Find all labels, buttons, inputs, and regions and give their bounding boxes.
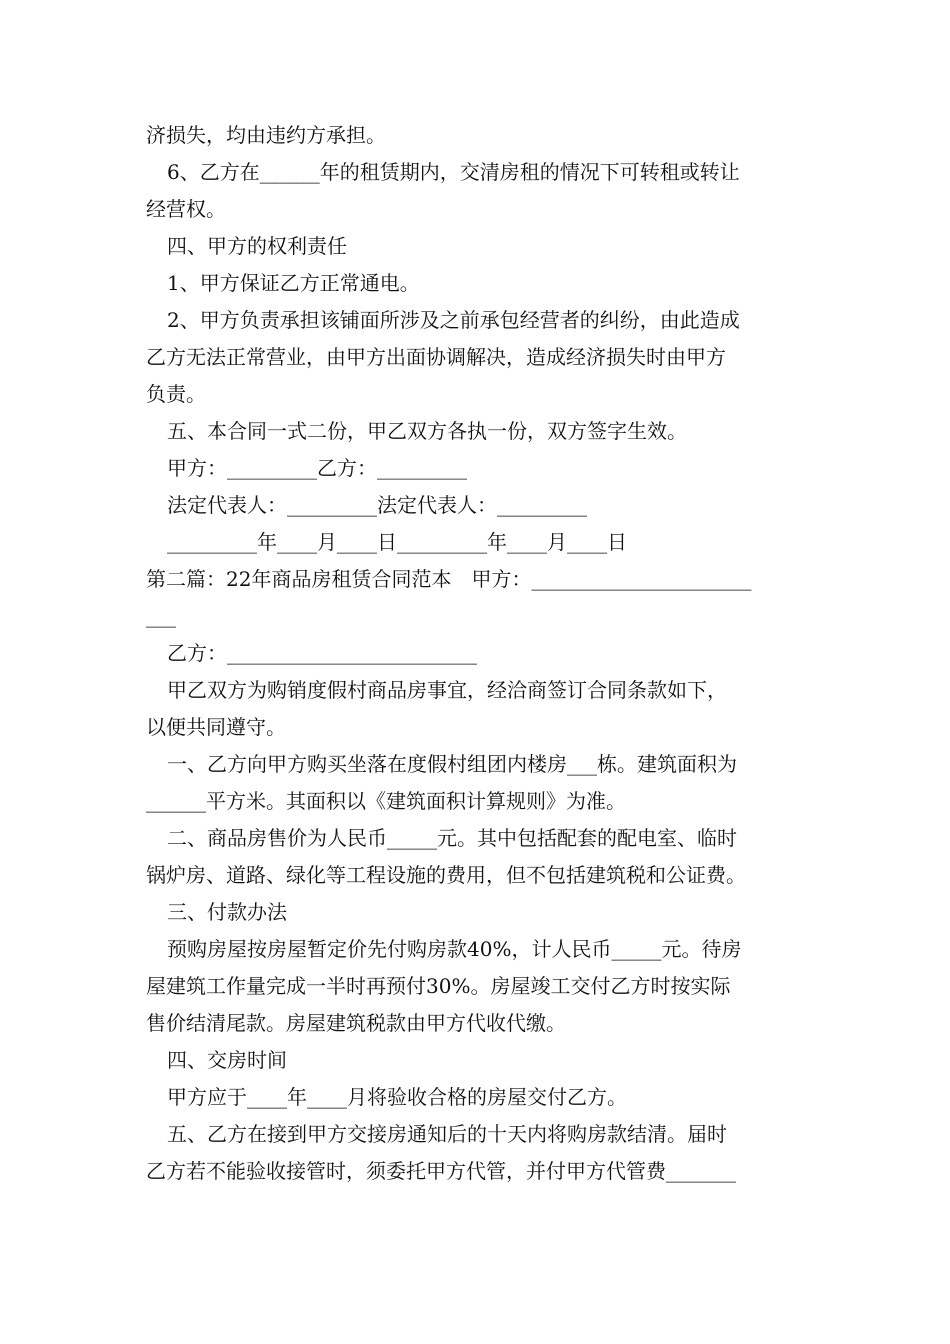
- document-line: ___: [146, 604, 176, 628]
- document-line: 经营权。: [146, 197, 226, 221]
- document-line: 四、交房时间: [167, 1048, 287, 1072]
- document-line: 五、本合同一式二份，甲乙双方各执一份，双方签字生效。: [167, 419, 687, 443]
- document-line: ______平方米。其面积以《建筑面积计算规则》为准。: [146, 789, 626, 813]
- document-line: 预购房屋按房屋暂定价先付购房款40%，计人民币_____元。待房: [167, 937, 742, 961]
- document-line: 法定代表人：_________法定代表人：_________: [167, 493, 587, 517]
- document-line: 锅炉房、道路、绿化等工程设施的费用，但不包括建筑税和公证费。: [146, 863, 746, 887]
- document-line: 二、商品房售价为人民币_____元。其中包括配套的配电室、临时: [167, 826, 737, 850]
- document-line: 售价结清尾款。房屋建筑税款由甲方代收代缴。: [146, 1011, 566, 1035]
- document-line: 1、甲方保证乙方正常通电。: [167, 271, 420, 295]
- document-line: 屋建筑工作量完成一半时再预付30%。房屋竣工交付乙方时按实际: [146, 974, 731, 998]
- document-line: 甲方：_________乙方：_________: [167, 456, 467, 480]
- document-line: 三、付款办法: [167, 900, 287, 924]
- document-line: 2、甲方负责承担该铺面所涉及之前承包经营者的纠纷，由此造成: [167, 308, 740, 332]
- document-line: 五、乙方在接到甲方交接房通知后的十天内将购房款结清。届时: [167, 1122, 727, 1146]
- document-line: 甲乙双方为购销度假村商品房事宜，经洽商签订合同条款如下，: [167, 678, 727, 702]
- document-line: 乙方无法正常营业，由甲方出面协调解决，造成经济损失时由甲方: [146, 345, 726, 369]
- document-line: 第二篇：22年商品房租赁合同范本 甲方：______________________: [146, 567, 752, 591]
- document-line: 四、甲方的权利责任: [167, 234, 347, 258]
- document-line: 济损失，均由违约方承担。: [146, 123, 386, 147]
- document-line: 一、乙方向甲方购买坐落在度假村组团内楼房___栋。建筑面积为: [167, 752, 737, 776]
- document-line: 乙方：_________________________: [167, 641, 477, 665]
- document-line: 6、乙方在______年的租赁期内，交清房租的情况下可转租或转让: [167, 160, 740, 184]
- document-line: 负责。: [146, 382, 206, 406]
- document-line: 乙方若不能验收接管时，须委托甲方代管，并付甲方代管费_______: [146, 1159, 736, 1183]
- document-line: _________年____月____日_________年____月____日: [167, 530, 627, 554]
- document-body: [146, 117, 810, 1190]
- document-line: 甲方应于____年____月将验收合格的房屋交付乙方。: [167, 1085, 627, 1109]
- document-line: 以便共同遵守。: [146, 715, 286, 739]
